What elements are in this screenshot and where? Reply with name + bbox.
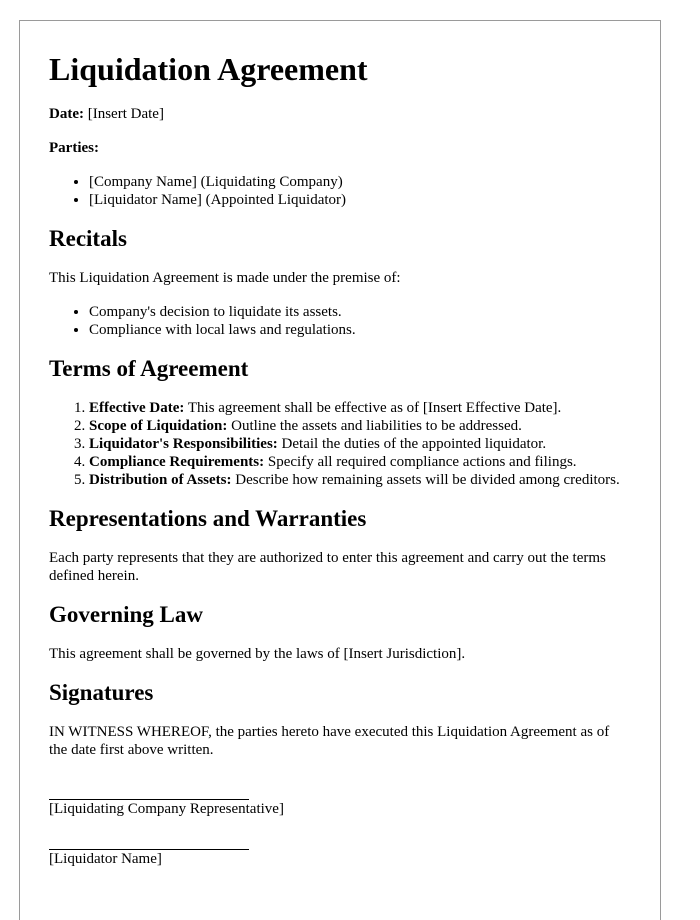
signatures-text: IN WITNESS WHEREOF, the parties hereto have executed this Liquidation Agreement as of the date first above written. <box>49 724 610 758</box>
list-item <box>89 435 631 453</box>
date-value: [Insert Date] <box>87 106 164 122</box>
list-item: • Compliance with local laws and regulations. <box>89 321 631 339</box>
recitals-list <box>49 303 631 339</box>
term-text: Specify all required compliance actions and filings. <box>267 454 577 470</box>
terms-list <box>49 399 631 489</box>
term-text: Outline the assets and liabilities to be addressed. <box>231 418 522 434</box>
signature-block <box>49 775 631 818</box>
term-text: This agreement shall be effective as of [Insert Effective Date]. <box>187 400 562 416</box>
parties-label: Parties: <box>49 140 99 156</box>
terms-heading: Terms of Agreement <box>49 356 249 381</box>
term-label: Distribution of Assets: <box>89 472 232 488</box>
recitals-heading: Recitals <box>49 226 127 251</box>
recitals-intro: This Liquidation Agreement is made under the premise of: <box>49 270 401 286</box>
list-item: • Company's decision to liquidate its assets. <box>89 303 631 321</box>
signature-block <box>49 818 631 868</box>
date-label: Date: <box>49 106 84 122</box>
list-item: • [Liquidator Name] (Appointed Liquidator) <box>89 191 631 209</box>
agreement-page <box>19 20 661 920</box>
governing-law-heading: Governing Law <box>49 602 203 627</box>
page-title: Liquidation Agreement <box>49 51 368 87</box>
representations-heading: Representations and Warranties <box>49 506 367 531</box>
list-item <box>89 471 631 489</box>
term-label: Compliance Requirements: <box>89 454 265 470</box>
list-item <box>89 399 631 417</box>
date-line <box>49 105 631 123</box>
term-text: Describe how remaining assets will be divided among creditors. <box>235 472 620 488</box>
signature-name: [Liquidator Name] <box>49 851 162 867</box>
signature-name: [Liquidating Company Representative] <box>49 801 284 817</box>
term-label: Effective Date: <box>89 400 185 416</box>
list-item <box>89 453 631 471</box>
term-label: Liquidator's Responsibilities: <box>89 436 278 452</box>
term-label: Scope of Liquidation: <box>89 418 228 434</box>
list-item: • [Company Name] (Liquidating Company) <box>89 173 631 191</box>
term-text: Detail the duties of the appointed liquidator. <box>281 436 547 452</box>
representations-text: Each party represents that they are authorized to enter this agreement and carry out the terms defined herein. <box>49 550 606 584</box>
parties-list <box>49 173 631 209</box>
parties-label-line <box>49 139 631 157</box>
list-item <box>89 417 631 435</box>
signatures-heading: Signatures <box>49 680 154 705</box>
governing-law-text: This agreement shall be governed by the laws of [Insert Jurisdiction]. <box>49 646 466 662</box>
